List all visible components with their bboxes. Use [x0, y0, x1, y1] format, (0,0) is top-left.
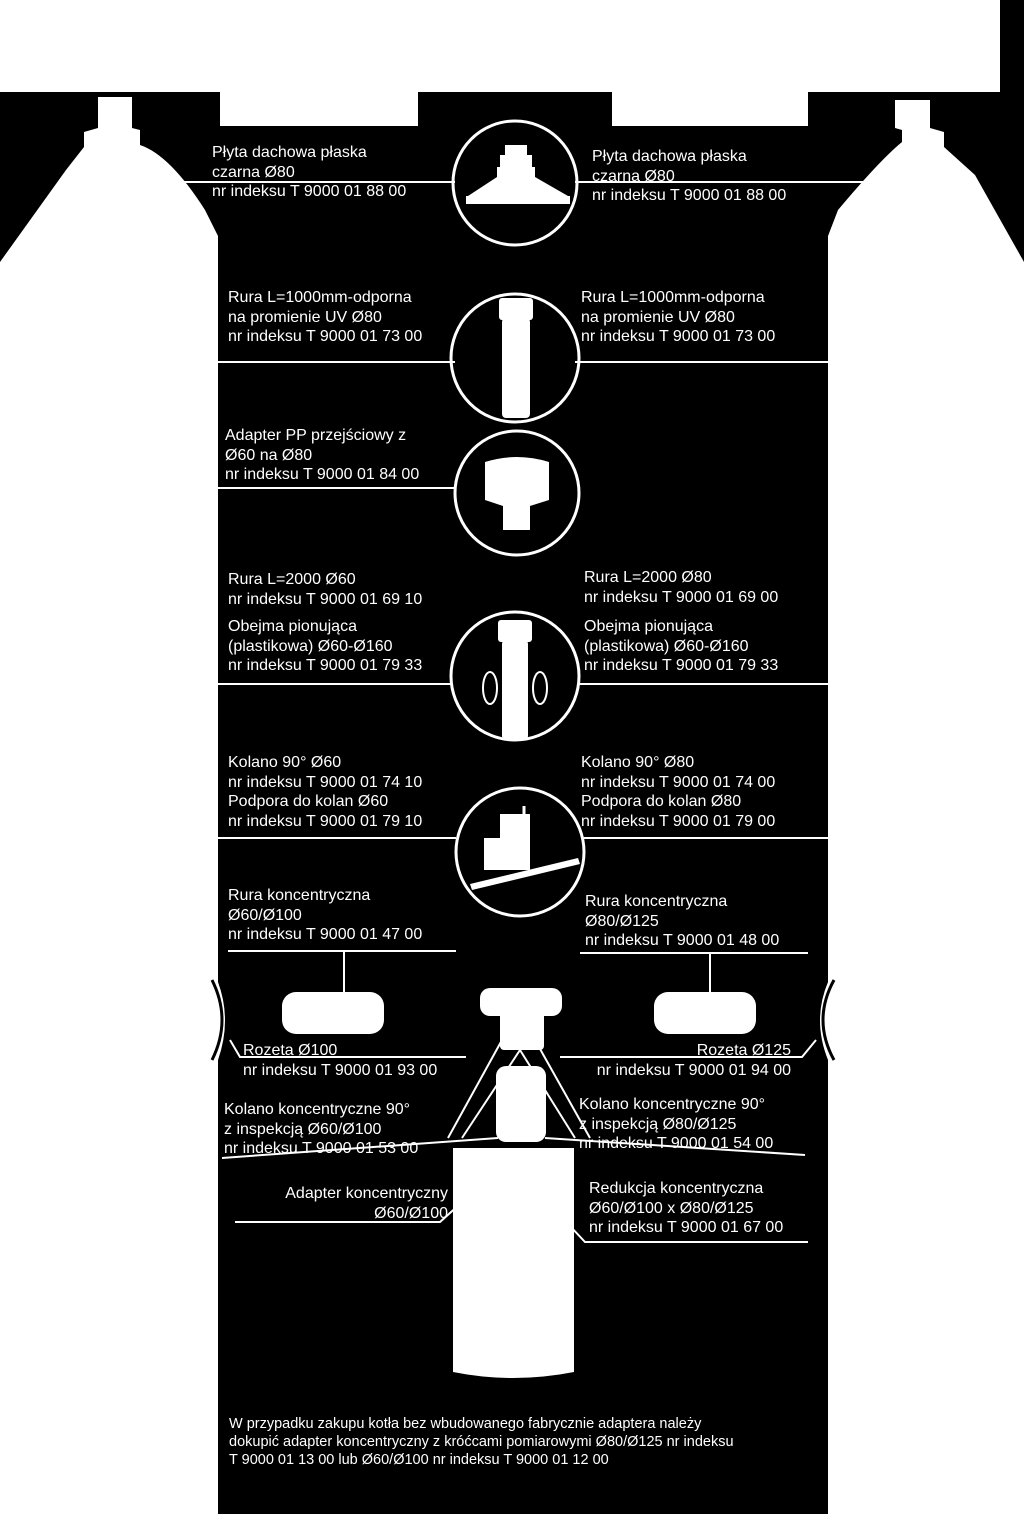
label-line: czarna Ø80 — [212, 163, 295, 181]
label-line: Płyta dachowa płaska — [212, 144, 367, 161]
label-line: nr indeksu T 9000 01 53 00 — [224, 1140, 419, 1158]
concentric-reduction-label — [589, 1179, 783, 1238]
elbow-support-icon — [456, 788, 584, 916]
elbow-right-label — [581, 753, 775, 831]
label-line: nr indeksu T 9000 01 93 00 — [243, 1061, 438, 1079]
pipe-1000-right-label — [581, 288, 775, 347]
concentric-elbow-icon — [480, 988, 562, 1050]
label-line: Kolano 90° Ø60 — [228, 754, 342, 771]
concentric-elbow-left-label — [224, 1100, 418, 1159]
label-line: Rura L=2000 Ø80 — [584, 569, 712, 586]
label-line: Rura koncentryczna — [228, 887, 371, 904]
label-line: dokupić adapter koncentryczny z króćcami pomiarowymi Ø80/Ø125 nr indeksu — [229, 1434, 734, 1450]
label-line: nr indeksu T 9000 01 54 00 — [579, 1135, 774, 1153]
label-line: Kolano koncentryczne 90° — [579, 1096, 766, 1113]
roof-plate-icon — [453, 121, 577, 245]
label-line: Rura L=1000mm-odporna — [581, 289, 765, 306]
label-line: Kolano koncentryczne 90° — [224, 1101, 411, 1118]
label-line: Adapter PP przejściowy z — [225, 427, 407, 444]
label-line: T 9000 01 13 00 lub Ø60/Ø100 nr indeksu T 9000 01 12 00 — [229, 1452, 609, 1468]
concentric-pipe-left-icon — [282, 992, 384, 1034]
label-line: nr indeksu T 9000 01 47 00 — [228, 926, 423, 944]
label-line: z inspekcją Ø80/Ø125 — [579, 1115, 737, 1133]
concentric-pipe-left-label — [228, 886, 422, 945]
label-line: Podpora do kolan Ø60 — [228, 793, 389, 811]
building-top-silhouette — [0, 0, 1000, 126]
pipe-1000-icon — [451, 294, 579, 422]
rosette-left-label — [243, 1041, 437, 1080]
concentric-adapter-label — [285, 1184, 448, 1223]
label-line: nr indeksu T 9000 01 88 00 — [212, 183, 407, 201]
label-line: Ø60 na Ø80 — [225, 446, 313, 464]
label-line: Rura L=2000 Ø60 — [228, 571, 356, 588]
label-line: Obejma pionująca — [228, 618, 357, 635]
label-line: Podpora do kolan Ø80 — [581, 793, 742, 811]
pipe-2000-clamp-icon — [451, 612, 579, 740]
label-line: (plastikowa) Ø60-Ø160 — [228, 637, 393, 655]
pipe-1000-left-label — [228, 288, 422, 347]
label-line: nr indeksu T 9000 01 73 00 — [228, 328, 423, 346]
label-line: nr indeksu T 9000 01 79 10 — [228, 812, 423, 830]
label-line: Płyta dachowa płaska — [592, 148, 747, 165]
label-line: Redukcja koncentryczna — [589, 1180, 764, 1197]
label-line: nr indeksu T 9000 01 84 00 — [225, 466, 420, 484]
label-line: Rozeta Ø100 — [243, 1042, 338, 1059]
right-chimney-column — [828, 100, 1024, 1514]
label-line: Rura koncentryczna — [585, 893, 728, 910]
pipe-2000-right-label — [584, 568, 778, 607]
concentric-elbow-right-label — [579, 1095, 773, 1154]
label-line: W przypadku zakupu kotła bez wbudowanego fabrycznie adaptera należy — [229, 1416, 702, 1432]
label-line: nr indeksu T 9000 01 48 00 — [585, 932, 780, 950]
label-line: nr indeksu T 9000 01 74 10 — [228, 773, 423, 791]
label-line: nr indeksu T 9000 01 94 00 — [596, 1061, 791, 1079]
label-line: Rozeta Ø125 — [696, 1042, 791, 1059]
label-line: Adapter koncentryczny — [285, 1185, 448, 1202]
label-line: nr indeksu T 9000 01 79 33 — [584, 657, 779, 675]
label-line: nr indeksu T 9000 01 67 00 — [589, 1219, 784, 1237]
purchase-note — [229, 1415, 734, 1469]
label-line: z inspekcją Ø60/Ø100 — [224, 1120, 382, 1138]
label-line: (plastikowa) Ø60-Ø160 — [584, 637, 749, 655]
left-chimney-column — [0, 97, 218, 1514]
label-line: nr indeksu T 9000 01 69 10 — [228, 590, 423, 608]
concentric-reduction-icon — [496, 1066, 546, 1142]
roof-plate-right-label — [592, 147, 786, 206]
clamp-right-label — [584, 617, 778, 676]
concentric-pipe-right-label — [585, 892, 779, 951]
label-line: Ø60/Ø100 — [228, 906, 302, 924]
label-line: nr indeksu T 9000 01 88 00 — [592, 187, 787, 205]
label-line: Rura L=1000mm-odporna — [228, 289, 412, 306]
label-line: nr indeksu T 9000 01 69 00 — [584, 588, 779, 606]
concentric-pipe-right-icon — [654, 992, 756, 1034]
label-line: Ø60/Ø100 x Ø80/Ø125 — [589, 1199, 754, 1217]
label-line: nr indeksu T 9000 01 74 00 — [581, 773, 776, 791]
label-line: Ø80/Ø125 — [585, 912, 659, 930]
label-line: Obejma pionująca — [584, 618, 713, 635]
label-line: nr indeksu T 9000 01 73 00 — [581, 328, 776, 346]
label-line: czarna Ø80 — [592, 167, 675, 185]
label-line: na promienie UV Ø80 — [228, 308, 382, 326]
label-line: Kolano 90° Ø80 — [581, 754, 695, 771]
label-line: nr indeksu T 9000 01 79 00 — [581, 812, 776, 830]
adapter-pp-label — [225, 426, 419, 485]
label-line: Ø60/Ø100 — [374, 1204, 448, 1222]
rosette-right-label — [597, 1041, 791, 1080]
adapter-pp-icon — [455, 431, 579, 555]
label-line: na promienie UV Ø80 — [581, 308, 735, 326]
boiler-icon — [453, 1148, 574, 1378]
clamp-left-label — [228, 617, 422, 676]
label-line: nr indeksu T 9000 01 79 33 — [228, 657, 423, 675]
pipe-2000-left-label — [228, 570, 422, 609]
elbow-left-label — [228, 753, 422, 831]
roof-plate-left-label — [212, 143, 406, 202]
